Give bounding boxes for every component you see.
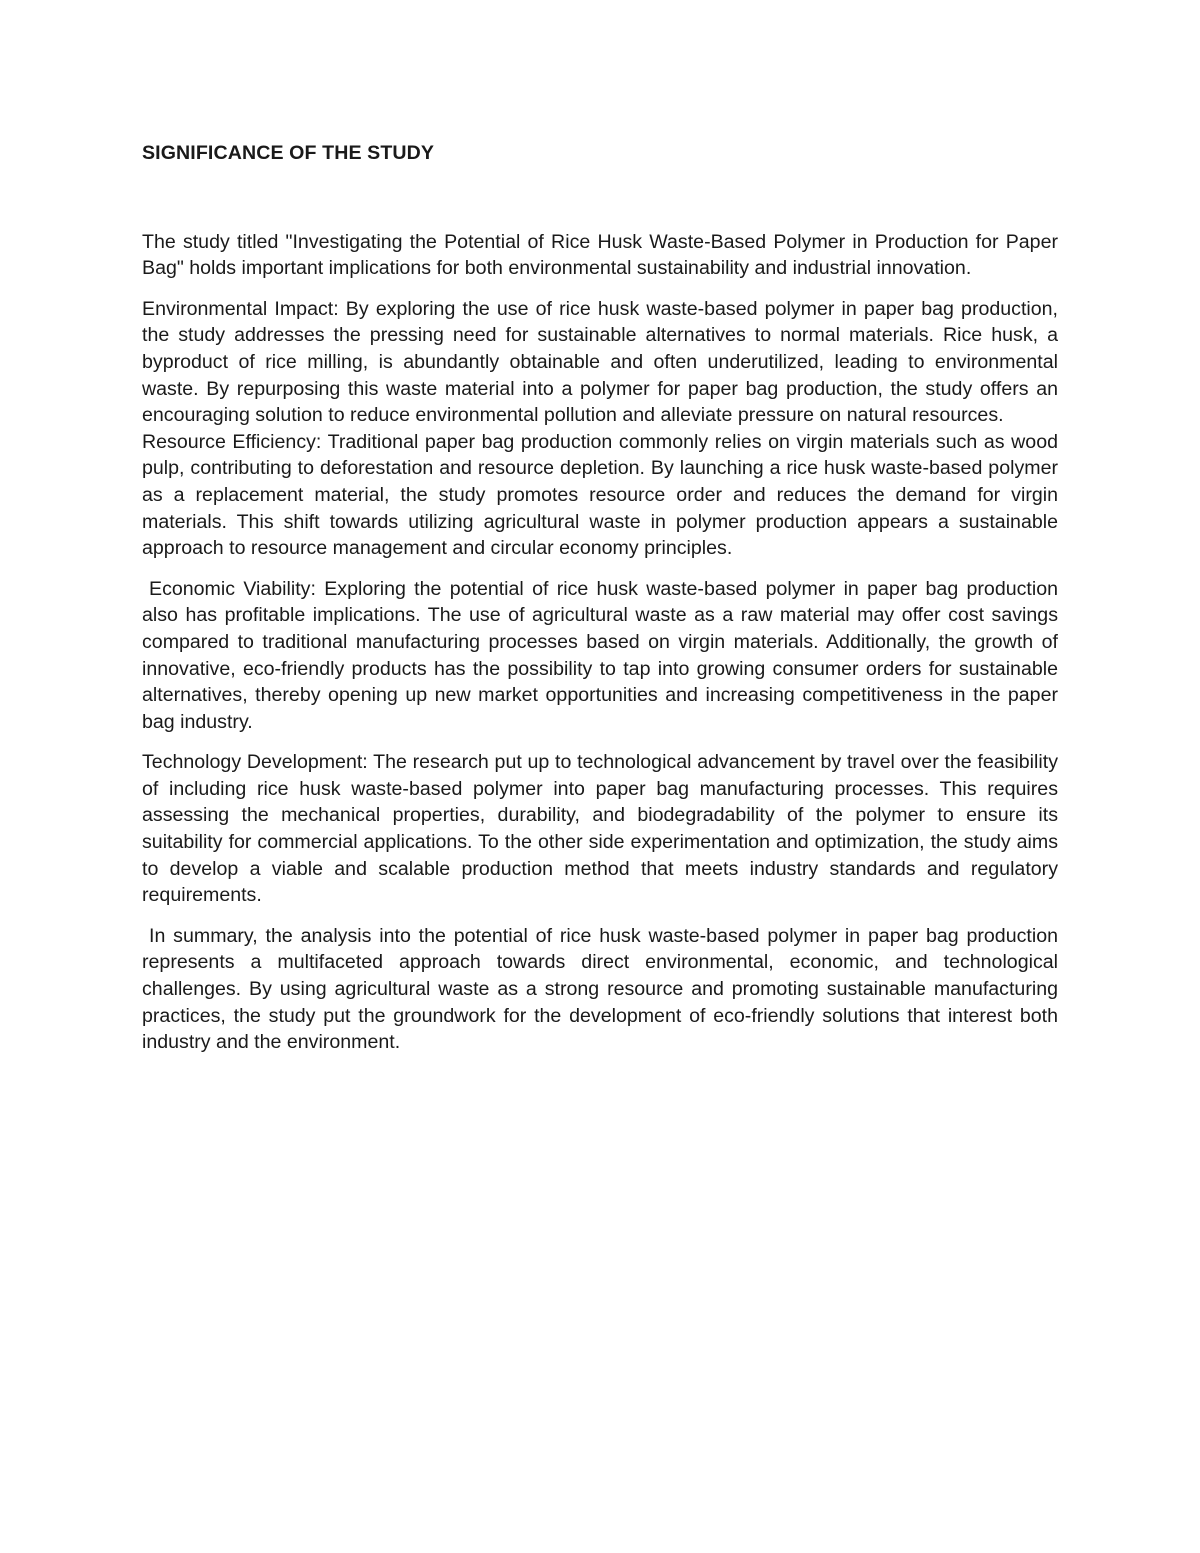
document-title: SIGNIFICANCE OF THE STUDY bbox=[142, 142, 435, 164]
intro-paragraph: The study titled "Investigating the Potential of Rice Husk Waste-Based Polymer in Production for Paper Bag" holds important implications for both environmental sustainability and industrial innovation. bbox=[142, 230, 1058, 280]
document-page bbox=[142, 140, 1058, 1070]
economic-viability-paragraph: Economic Viability: Exploring the potential of rice husk waste-based polymer in paper bag production also has profitable implications. The use of agricultural waste as a raw material may offer cost savings compared to traditional manufacturing processes based on virgin materials. Additionally, the growth of innovative, eco-friendly products has the possibility to tap into growing consumer orders for sustainable alternatives, thereby opening up new market opportunities and increasing competitiveness in the paper bag industry. bbox=[142, 577, 1058, 733]
summary-paragraph: In summary, the analysis into the potential of rice husk waste-based polymer in paper bag production represents a multifaceted approach towards direct environmental, economic, and technological challenges. By using agricultural waste as a strong resource and promoting sustainable manufacturing practices, the study put the groundwork for the development of eco-friendly solutions that interest both industry and the environment. bbox=[142, 924, 1058, 1054]
environmental-impact-paragraph: Environmental Impact: By exploring the use of rice husk waste-based polymer in paper bag production, the study addresses the pressing need for sustainable alternatives to normal materials. Rice husk, a byproduct of rice milling, is abundantly obtainable and often underutilized, leading to environmental waste. By repurposing this waste material into a polymer for paper bag production, the study offers an encouraging solution to reduce environmental pollution and alleviate pressure on natural resources. bbox=[142, 297, 1058, 427]
resource-efficiency-paragraph: Resource Efficiency: Traditional paper bag production commonly relies on virgin materials such as wood pulp, contributing to deforestation and resource depletion. By launching a rice husk waste-based polymer as a replacement material, the study promotes resource order and reduces the demand for virgin materials. This shift towards utilizing agricultural waste in polymer production appears a sustainable approach to resource management and circular economy principles. bbox=[142, 430, 1058, 560]
technology-development-paragraph: Technology Development: The research put up to technological advancement by travel over the feasibility of including rice husk waste-based polymer into paper bag manufacturing processes. This requires assessing the mechanical properties, durability, and biodegradability of the polymer to ensure its suitability for commercial applications. To the other side experimentation and optimization, the study aims to develop a viable and scalable production method that meets industry standards and regulatory requirements. bbox=[142, 751, 1058, 907]
